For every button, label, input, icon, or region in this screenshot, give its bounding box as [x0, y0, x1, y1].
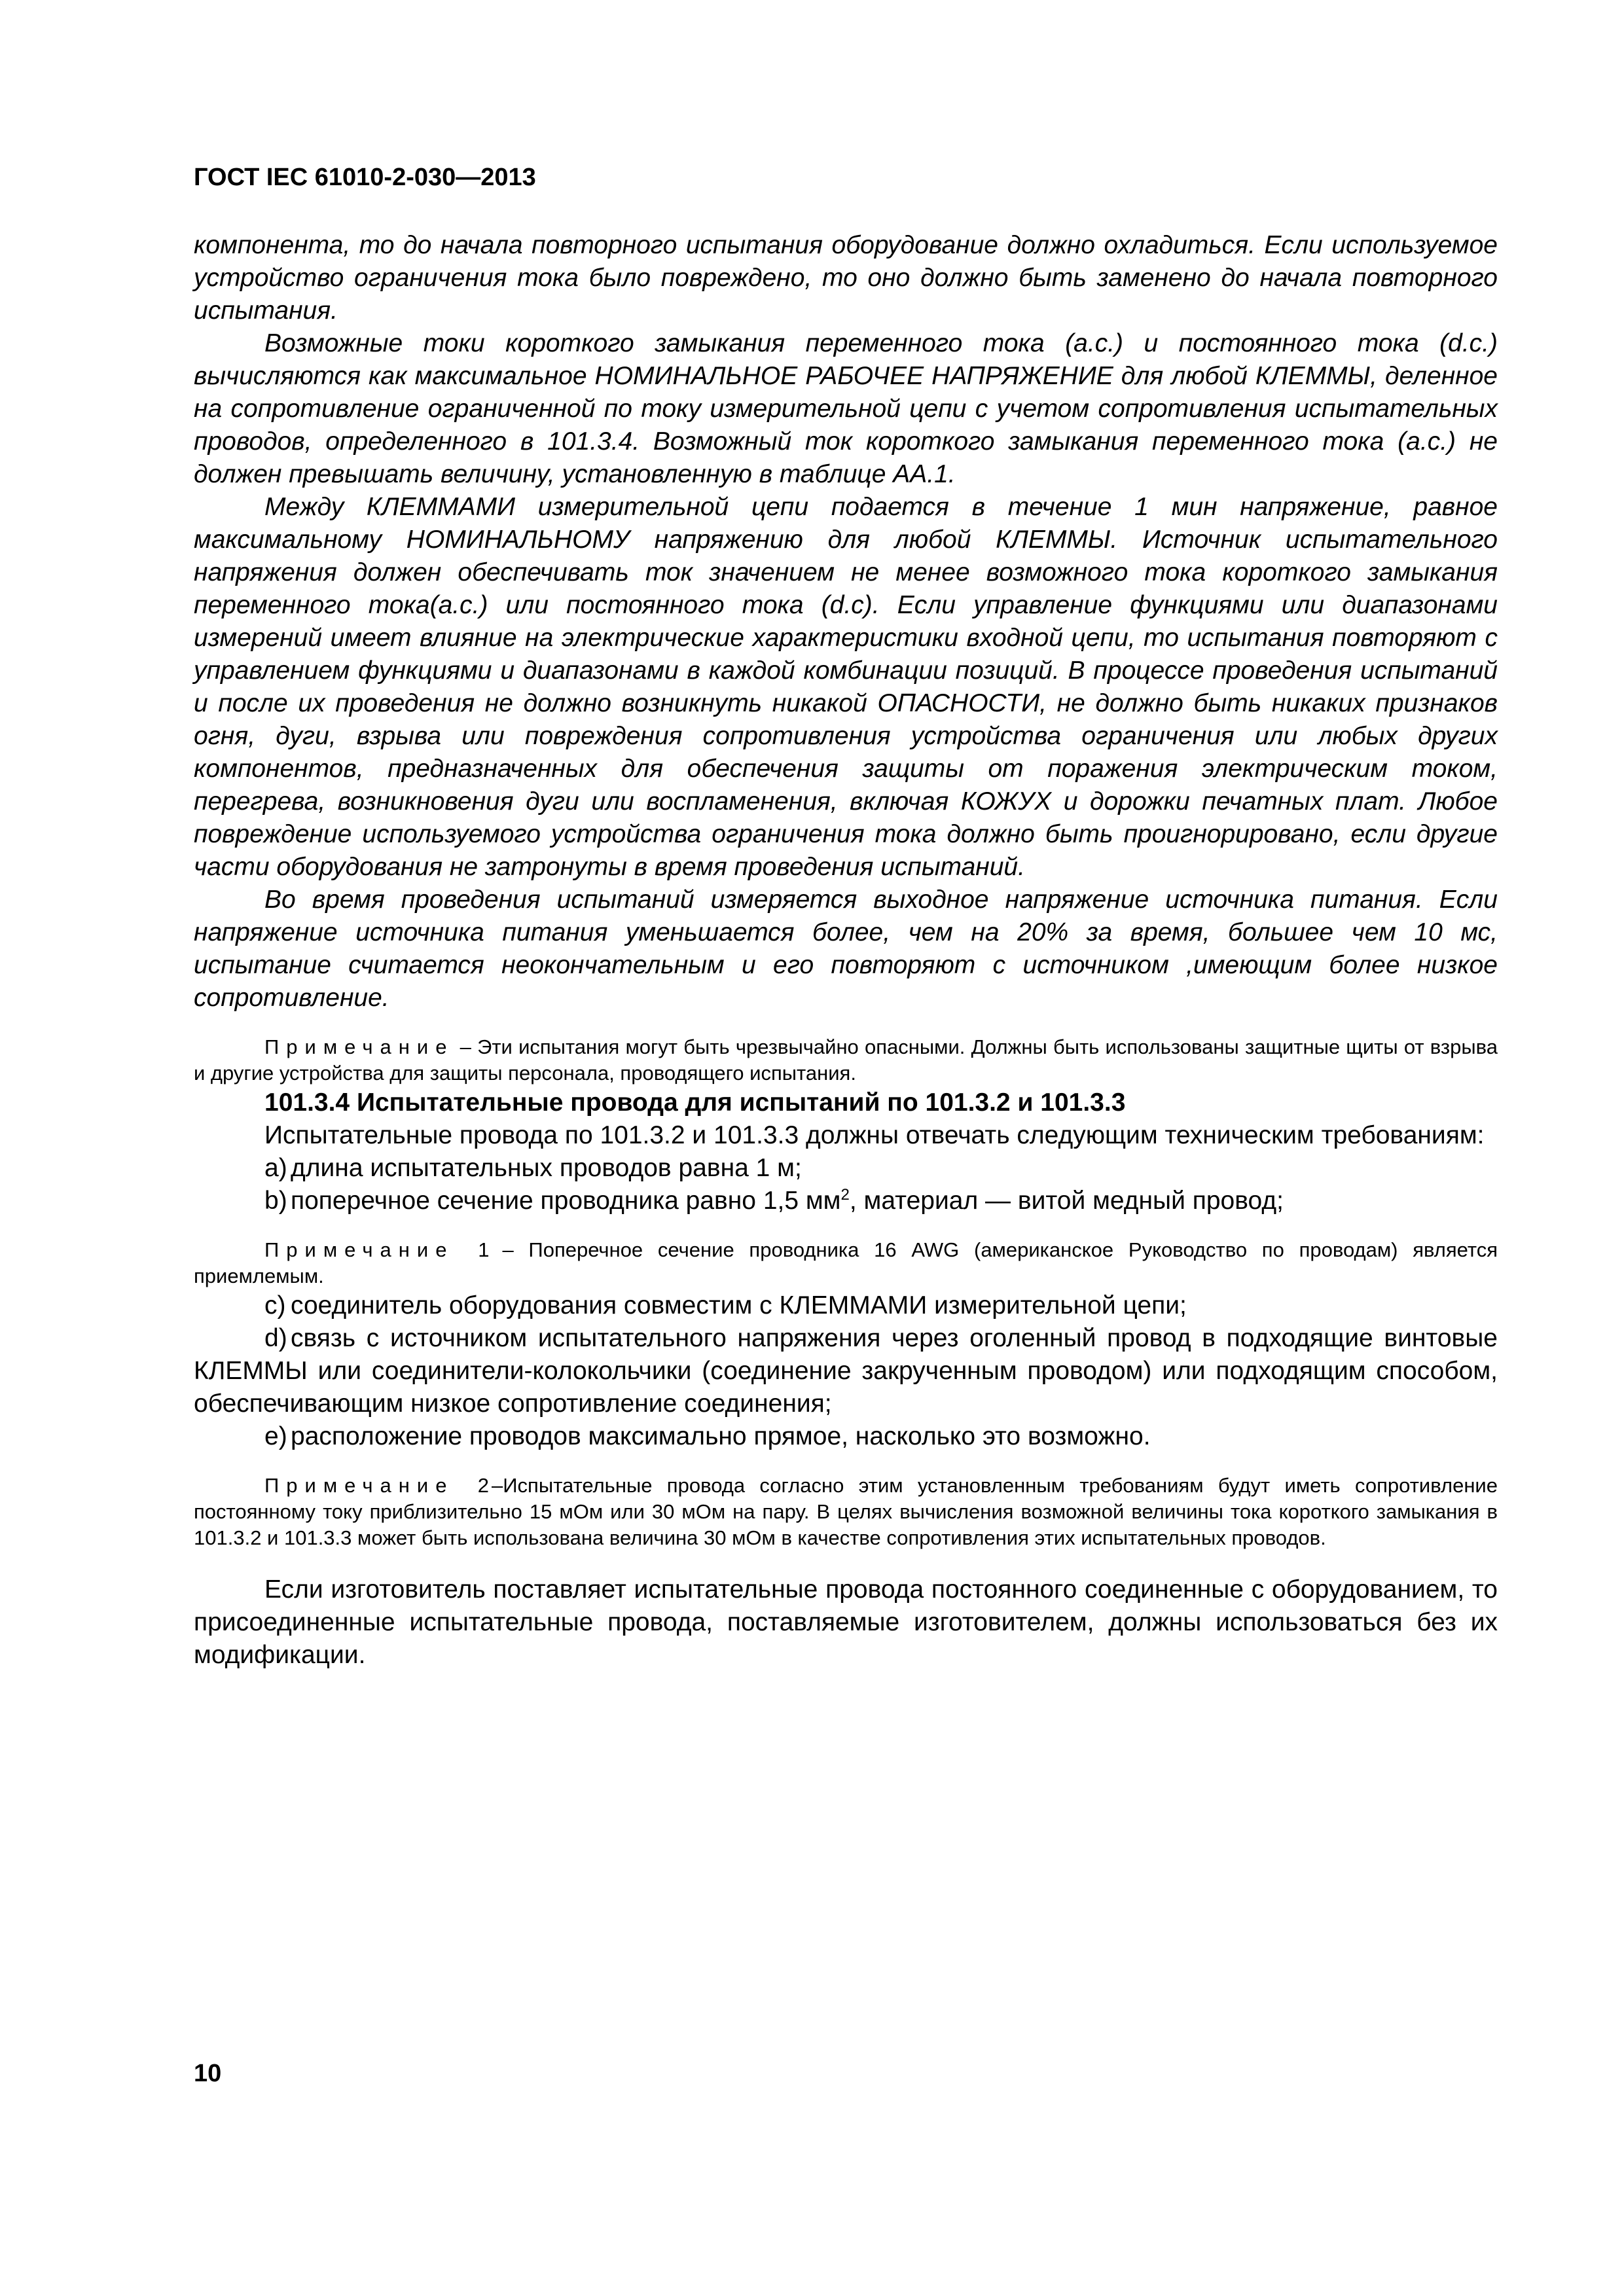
note-label: Примечание [264, 1474, 454, 1497]
list-item-a [194, 1152, 1498, 1185]
section-heading: 101.3.4 Испытательные провода для испытаний по 101.3.2 и 101.3.3 [264, 1088, 1126, 1117]
note-text: – Эти испытания могут быть чрезвычайно опасными. Должны быть использованы защитные щиты от взрыва и другие устройства для защиты персонала, проводящего испытания. [194, 1035, 1498, 1085]
list-text: соединитель оборудования совместим с КЛЕММАМИ измерительной цепи; [291, 1291, 1187, 1319]
note-number: 2 [477, 1474, 490, 1497]
list-item-e [194, 1420, 1498, 1453]
note-label: Примечание [264, 1238, 454, 1261]
paragraph-requirements: Испытательные провода по 101.3.2 и 101.3.3 должны отвечать следующим техническим требованиям: [264, 1121, 1485, 1149]
list-item-b [194, 1185, 1498, 1217]
superscript-2: 2 [840, 1186, 850, 1204]
list-text: расположение проводов максимально прямое, насколько это возможно. [291, 1422, 1151, 1450]
list-marker: e) [264, 1422, 287, 1450]
note-1 [194, 1237, 1498, 1289]
list-text: поперечное сечение проводника равно 1,5 мм [291, 1187, 841, 1215]
list-item-c [194, 1289, 1498, 1322]
list-marker: d) [264, 1324, 287, 1352]
page-body [194, 229, 1498, 1672]
note-2 [194, 1473, 1498, 1551]
list-marker: a) [264, 1154, 287, 1182]
paragraph-short-circuit-currents: Возможные токи короткого замыкания переменного тока (а.с.) и постоянного тока (d.c.) вычисляются как максимальное НОМИНАЛЬНОЕ РАБОЧЕЕ НАПРЯЖЕНИЕ для любой КЛЕММЫ, деленное на сопротивление ограниченной по току измерительной цепи с учетом сопротивления испытательных проводов, определенного в 101.3.4. Возможный ток короткого замыкания переменного тока (а.с.) не должен превышать величину, установленную в таблице АА.1. [194, 329, 1498, 488]
paragraph-manufacturer-leads: Если изготовитель поставляет испытательные провода постоянного соединенные с оборудованием, то присоединенные испытательные провода, поставляемые изготовителем, должны использоваться без их модификации. [194, 1575, 1498, 1669]
page-number: 10 [194, 2060, 222, 2087]
note-danger [194, 1034, 1498, 1086]
list-marker: b) [264, 1187, 287, 1215]
note-number: 1 [478, 1238, 490, 1261]
note-text: –Испытательные провода согласно этим установленным требованиям будут иметь сопротивление постоянному току приблизительно 15 мОм или 30 мОм на пару. В целях вычисления возможной величины тока короткого замыкания в 101.3.2 и 101.3.3 может быть использована величина 30 мОм в качестве сопротивления этих испытательных проводов. [194, 1474, 1498, 1549]
list-text: связь с источником испытательного напряжения через оголенный провод в подходящие винтовые КЛЕММЫ или соединители-колокольчики (соединение закрученным проводом) или подходящим способом, обеспечивающим низкое сопротивление соединения; [194, 1324, 1498, 1418]
note-label: Примечание [264, 1035, 454, 1058]
list-marker: c) [264, 1291, 286, 1319]
paragraph-supply-voltage: Во время проведения испытаний измеряется выходное напряжение источника питания. Если напряжение источника питания уменьшается более, чем на 20% за время, большее чем 10 мс, испытание считается неокончательным и его повторяют с источником ,имеющим более низкое сопротивление. [194, 886, 1498, 1012]
list-text-continuation: , материал — витой медный провод; [849, 1187, 1284, 1215]
document-code-header: ГОСТ IEC 61010-2-030—2013 [194, 164, 536, 191]
list-item-d [194, 1322, 1498, 1420]
paragraph-continuation: компонента, то до начала повторного испытания оборудование должно охладиться. Если используемое устройство ограничения тока было повреждено, то оно должно быть заменено до начала повторного испытания. [194, 231, 1498, 325]
note-text: – Поперечное сечение проводника 16 AWG (американское Руководство по проводам) является приемлемым. [194, 1238, 1498, 1287]
paragraph-test-voltage: Между КЛЕММАМИ измерительной цепи подается в течение 1 мин напряжение, равное максимальному НОМИНАЛЬНОМУ напряжению для любой КЛЕММЫ. Источник испытательного напряжения должен обеспечивать ток значением не менее возможного тока короткого замыкания переменного тока(а.с.) или постоянного тока (d.c). Если управление функциями или диапазонами измерений имеет влияние на электрические характеристики входной цепи, то испытания повторяют с управлением функциями и диапазонами в каждой комбинации позиций. В процессе проведения испытаний и после их проведения не должно возникнуть никакой ОПАСНОСТИ, не должно быть никаких признаков огня, дуги, взрыва или повреждения сопротивления устройства ограничения или любых других компонентов, предназначенных для обеспечения защиты от поражения электрическим током, перегрева, возникновения дуги или воспламенения, включая КОЖУХ и дорожки печатных плат. Любое повреждение используемого устройства ограничения тока должно быть проигнорировано, если другие части оборудования не затронуты в время проведения испытаний. [194, 493, 1498, 881]
list-text: длина испытательных проводов равна 1 м; [291, 1154, 802, 1182]
